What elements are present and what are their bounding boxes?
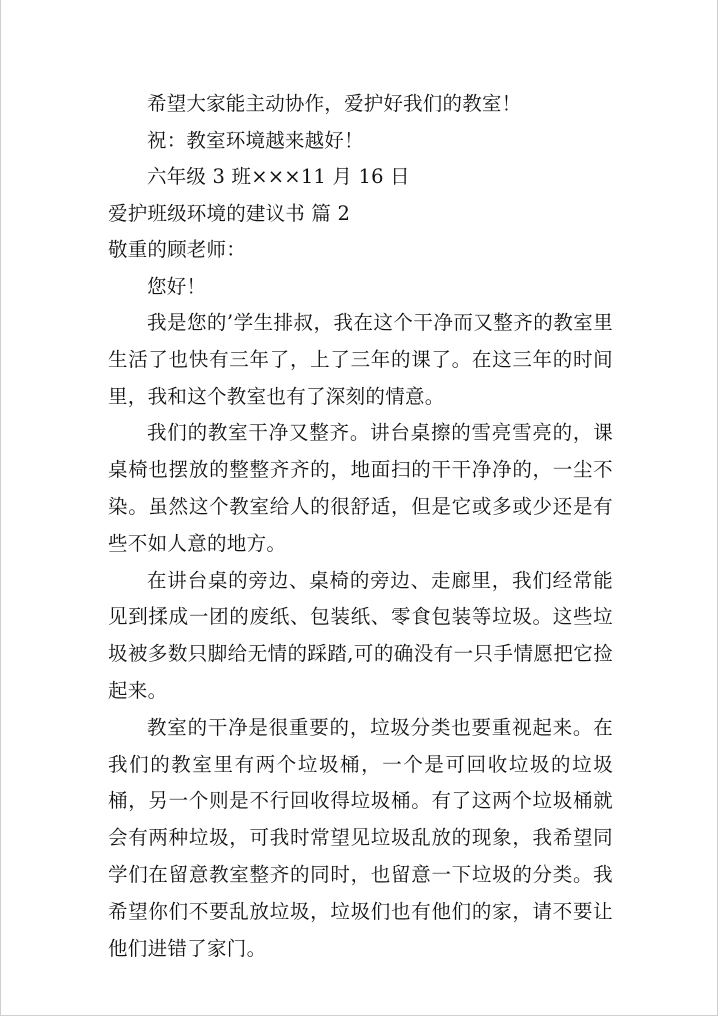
salutation: 敬重的顾老师：: [108, 238, 246, 261]
closing-wish-line: 希望大家能主动协作，爱护好我们的教室！: [147, 92, 522, 115]
paragraph: 教室的干净是很重要的，垃圾分类也要重视起来。在我们的教室里有两个垃圾桶，一个是可回收垃圾的垃圾桶，另一个则是不行回收得垃圾桶。有了这两个垃圾桶就会有两种垃圾，可我时常望见垃圾乱放的现象，我希望同学们在留意教室整齐的同时，也留意一下垃圾的分类。我希望你们不要乱放垃圾，垃圾们也有他们的家，请不要让他们进错了家门。: [108, 715, 613, 960]
blessing-line: 祝：教室环境越来越好！: [147, 128, 364, 152]
document-body: [108, 86, 613, 967]
section-title: 爱护班级环境的建议书 篇 2: [108, 201, 351, 225]
paragraph: 我是您的’学生排叔，我在这个干净而又整齐的教室里生活了也快有三年了，上了三年的课了。在这三年的时间里，我和这个教室也有了深刻的情意。: [108, 311, 613, 408]
greeting: 您好！: [147, 274, 207, 298]
paragraph: 我们的教室干净又整齐。讲台桌擦的雪亮雪亮的，课桌椅也摆放的整整齐齐的，地面扫的干干净净的，一尘不染。虽然这个教室给人的很舒适，但是它或多或少还是有些不如人意的地方。: [108, 421, 613, 555]
paragraph: 在讲台桌的旁边、桌椅的旁边、走廊里，我们经常能见到揉成一团的废纸、包装纸、零食包装等垃圾。这些垃圾被多数只脚给无情的踩踏,可的确没有一只手情愿把它捡起来。: [108, 568, 613, 702]
signature-date-line: 六年级 3 班×××11 月 16 日: [147, 165, 410, 188]
